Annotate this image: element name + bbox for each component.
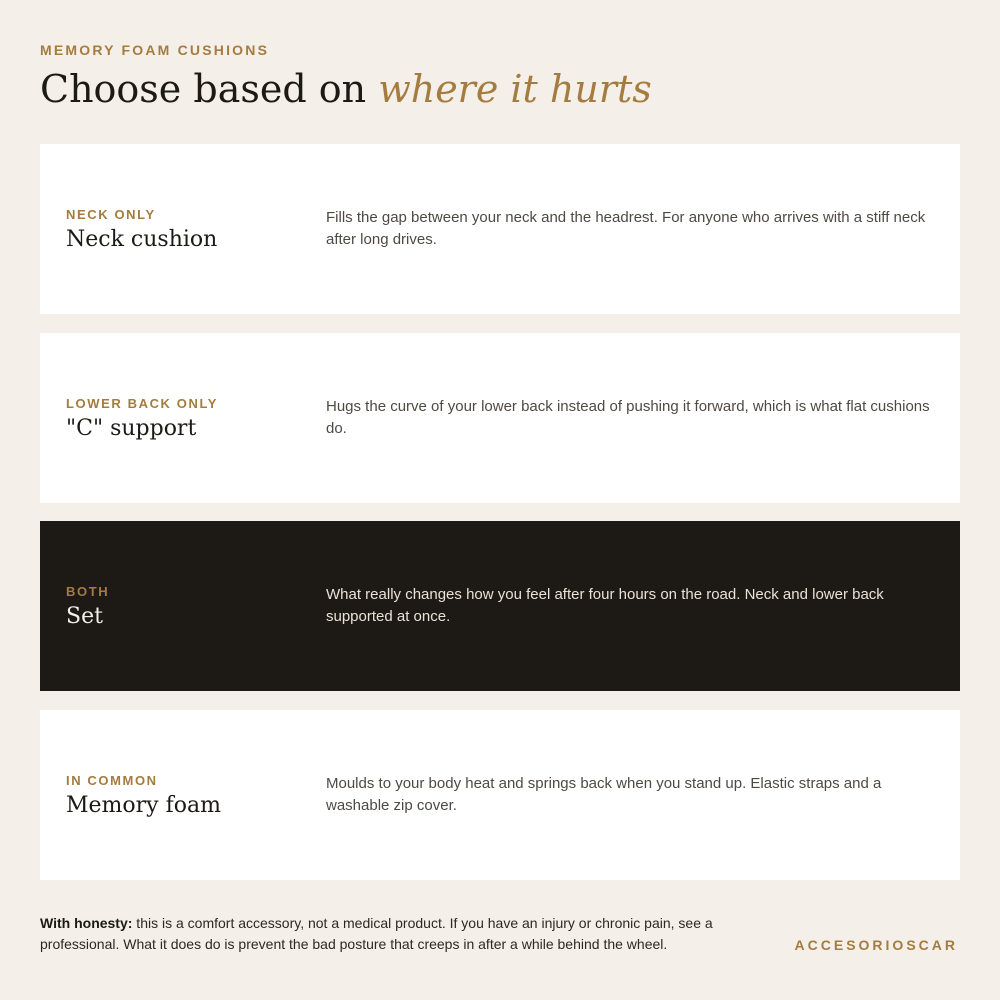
- option-description: Moulds to your body heat and springs back when you stand up. Elastic straps and a washable zip cover.: [326, 775, 882, 814]
- page-title-main: Choose based on: [40, 67, 379, 111]
- disclaimer-text: this is a comfort accessory, not a medical product. If you have an injury or chronic pain, see a professional. What it does do is prevent the bad posture that creeps in after a while behind the wheel.: [40, 915, 713, 952]
- page-title-accent: where it hurts: [378, 67, 652, 111]
- option-card-neck: [40, 144, 960, 314]
- option-tag: BOTH: [66, 584, 110, 599]
- option-name: Set: [66, 604, 103, 629]
- option-name: "C" support: [66, 416, 197, 441]
- option-name: Neck cushion: [66, 227, 218, 252]
- option-description: Hugs the curve of your lower back instead of pushing it forward, which is what flat cushions do.: [326, 398, 930, 437]
- page-title: [40, 64, 652, 114]
- option-tag: LOWER BACK ONLY: [66, 396, 219, 411]
- option-tag: IN COMMON: [66, 773, 158, 788]
- option-name: Memory foam: [66, 793, 221, 818]
- option-card-set: [40, 521, 960, 691]
- option-description: What really changes how you feel after four hours on the road. Neck and lower back supported at once.: [326, 586, 884, 625]
- option-description: Fills the gap between your neck and the headrest. For anyone who arrives with a stiff neck after long drives.: [326, 209, 926, 248]
- disclaimer-lead: With honesty:: [40, 915, 133, 931]
- option-tag: NECK ONLY: [66, 207, 156, 222]
- brand-name: ACCESORIOSCAR: [794, 937, 958, 953]
- option-card-lower-back: [40, 333, 960, 503]
- eyebrow-label: MEMORY FOAM CUSHIONS: [40, 42, 270, 58]
- disclaimer-note: [40, 913, 760, 955]
- option-card-memory-foam: [40, 710, 960, 880]
